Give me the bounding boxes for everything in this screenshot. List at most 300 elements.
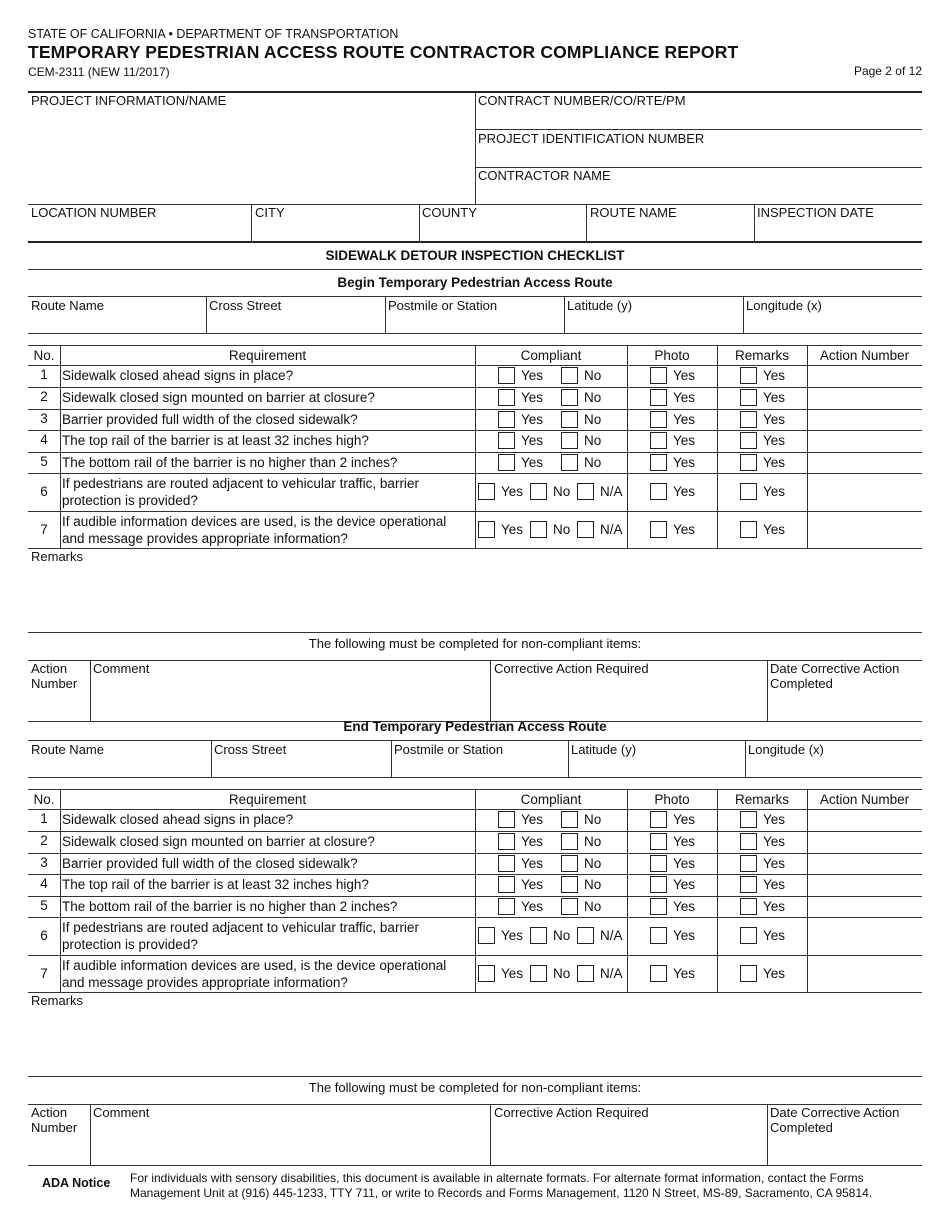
checkbox-label: No xyxy=(584,834,602,849)
column-header-compliant: Compliant xyxy=(520,792,582,807)
checkbox-label: Yes xyxy=(763,433,786,448)
column-header-photo: Photo xyxy=(654,792,690,807)
photo-yes[interactable] xyxy=(650,411,695,428)
requirement-text: Sidewalk closed sign mounted on barrier at closure? xyxy=(62,834,375,849)
checkbox[interactable] xyxy=(650,389,667,406)
column-header-requirement: Requirement xyxy=(228,792,307,807)
divider xyxy=(28,1165,922,1166)
checkbox-label: No xyxy=(553,484,571,499)
requirement-text: If pedestrians are routed adjacent to vehicular traffic, barrier protection is provided? xyxy=(62,920,419,952)
checkbox-label: No xyxy=(584,455,602,470)
divider xyxy=(60,789,61,992)
remarks-yes[interactable] xyxy=(740,411,785,428)
checkbox[interactable] xyxy=(740,876,757,893)
checkbox[interactable] xyxy=(561,432,578,449)
divider xyxy=(807,345,808,548)
form-number: CEM-2311 (NEW 11/2017) xyxy=(28,65,170,79)
photo-yes[interactable] xyxy=(650,965,695,982)
row-number: 2 xyxy=(40,389,48,404)
agency-line: STATE OF CALIFORNIA • DEPARTMENT OF TRANSPORTATION xyxy=(28,27,399,41)
compliant-yes[interactable] xyxy=(498,898,543,915)
divider xyxy=(745,740,746,777)
row-number: 5 xyxy=(40,898,48,913)
compliant-na[interactable] xyxy=(577,483,623,500)
checkbox[interactable] xyxy=(478,483,495,500)
divider xyxy=(391,740,392,777)
photo-yes[interactable] xyxy=(650,898,695,915)
divider xyxy=(586,204,587,241)
checkbox[interactable] xyxy=(498,811,515,828)
checkbox[interactable] xyxy=(740,483,757,500)
action-number-field[interactable]: Action Number xyxy=(31,661,78,691)
checkbox[interactable] xyxy=(740,965,757,982)
column-header-photo: Photo xyxy=(654,348,690,363)
compliant-yes[interactable] xyxy=(478,483,523,500)
checkbox[interactable] xyxy=(530,965,547,982)
compliant-yes[interactable] xyxy=(478,927,523,944)
requirement-text: Sidewalk closed sign mounted on barrier at closure? xyxy=(62,390,375,405)
corrective-action-field[interactable]: Corrective Action Required xyxy=(494,1105,649,1120)
divider xyxy=(28,777,922,778)
compliant-na[interactable] xyxy=(577,965,623,982)
checkbox-label: Yes xyxy=(763,522,786,537)
page-number: Page 2 of 12 xyxy=(853,64,922,78)
checkbox-label: Yes xyxy=(521,856,544,871)
checkbox[interactable] xyxy=(740,898,757,915)
checkbox-label: Yes xyxy=(521,455,544,470)
checkbox[interactable] xyxy=(650,965,667,982)
row-number: 6 xyxy=(40,484,48,499)
checkbox-label: Yes xyxy=(763,966,786,981)
checkbox-label: Yes xyxy=(673,522,696,537)
divider xyxy=(385,296,386,333)
compliant-no[interactable] xyxy=(561,811,601,828)
divider xyxy=(28,632,922,633)
compliant-yes[interactable] xyxy=(498,876,543,893)
checkbox[interactable] xyxy=(478,927,495,944)
divider xyxy=(743,296,744,333)
route-name-field[interactable]: Route Name xyxy=(31,298,104,313)
checkbox-label: Yes xyxy=(521,899,544,914)
checkbox[interactable] xyxy=(561,855,578,872)
checkbox-label: Yes xyxy=(763,455,786,470)
checkbox[interactable] xyxy=(561,367,578,384)
compliant-no[interactable] xyxy=(561,432,601,449)
route-name-field[interactable]: Route Name xyxy=(31,742,104,757)
remarks-yes[interactable] xyxy=(740,454,785,471)
photo-yes[interactable] xyxy=(650,432,695,449)
compliant-yes[interactable] xyxy=(478,965,523,982)
photo-yes[interactable] xyxy=(650,876,695,893)
requirement-text: Barrier provided full width of the closed sidewalk? xyxy=(62,412,358,427)
checkbox-label: Yes xyxy=(673,928,696,943)
remarks-yes[interactable] xyxy=(740,811,785,828)
compliant-yes[interactable] xyxy=(498,855,543,872)
remarks-yes[interactable] xyxy=(740,521,785,538)
longitude-field[interactable]: Longitude (x) xyxy=(746,298,822,313)
comment-field[interactable]: Comment xyxy=(93,661,150,676)
county-field[interactable]: COUNTY xyxy=(422,205,477,220)
checkbox[interactable] xyxy=(478,965,495,982)
checkbox-label: Yes xyxy=(763,834,786,849)
checkbox-label: Yes xyxy=(673,834,696,849)
photo-yes[interactable] xyxy=(650,811,695,828)
checkbox-label: N/A xyxy=(600,928,623,943)
ada-notice-text: For individuals with sensory disabilities, this document is available in alternate formats. For alternate format information, contact the Forms Management Unit at (916) 445-1233, TTY 711, or write to Records and Forms Management, 1120 N Street, MS-89, Sacramento, CA 95814. xyxy=(130,1171,873,1200)
divider xyxy=(251,204,252,241)
checkbox-label: Yes xyxy=(673,433,696,448)
checkbox[interactable] xyxy=(577,965,594,982)
checkbox-label: Yes xyxy=(673,899,696,914)
compliant-yes[interactable] xyxy=(498,389,543,406)
compliant-na[interactable] xyxy=(577,927,623,944)
checkbox[interactable] xyxy=(478,521,495,538)
checkbox[interactable] xyxy=(561,389,578,406)
contract-number-field[interactable]: CONTRACT NUMBER/CO/RTE/PM xyxy=(478,93,686,108)
checkbox-label: Yes xyxy=(501,928,524,943)
checkbox-label: Yes xyxy=(673,390,696,405)
row-number: 4 xyxy=(40,432,48,447)
photo-yes[interactable] xyxy=(650,855,695,872)
row-number: 5 xyxy=(40,454,48,469)
divider xyxy=(90,1104,91,1165)
remarks-yes[interactable] xyxy=(740,898,785,915)
divider xyxy=(717,789,718,992)
checkbox-label: Yes xyxy=(501,484,524,499)
checkbox-label: Yes xyxy=(673,966,696,981)
row-number: 2 xyxy=(40,833,48,848)
checkbox-label: Yes xyxy=(763,412,786,427)
divider xyxy=(206,296,207,333)
divider xyxy=(717,345,718,548)
checkbox[interactable] xyxy=(498,855,515,872)
checkbox[interactable] xyxy=(740,927,757,944)
compliant-no[interactable] xyxy=(561,833,601,850)
remarks-yes[interactable] xyxy=(740,927,785,944)
checkbox[interactable] xyxy=(577,483,594,500)
checklist-title: SIDEWALK DETOUR INSPECTION CHECKLIST xyxy=(325,248,625,263)
compliant-no[interactable] xyxy=(530,927,570,944)
requirement-text: If audible information devices are used, is the device operational and message provides appropriate information? xyxy=(62,958,447,990)
column-header-remarks: Remarks xyxy=(734,792,789,807)
requirement-text: The bottom rail of the barrier is no higher than 2 inches? xyxy=(62,455,398,470)
divider xyxy=(60,345,61,548)
checkbox-label: Yes xyxy=(521,877,544,892)
photo-yes[interactable] xyxy=(650,927,695,944)
checkbox-label: Yes xyxy=(763,877,786,892)
checkbox-label: No xyxy=(553,522,571,537)
checkbox-label: Yes xyxy=(763,368,786,383)
project-info-field[interactable]: PROJECT INFORMATION/NAME xyxy=(31,93,227,108)
column-header-no: No. xyxy=(33,792,55,807)
column-header-compliant: Compliant xyxy=(520,348,582,363)
requirement-text: The bottom rail of the barrier is no higher than 2 inches? xyxy=(62,899,398,914)
divider xyxy=(419,204,420,241)
compliant-no[interactable] xyxy=(561,876,601,893)
photo-yes[interactable] xyxy=(650,833,695,850)
checkbox-label: No xyxy=(584,412,602,427)
checkbox-label: Yes xyxy=(673,877,696,892)
divider xyxy=(564,296,565,333)
compliant-no[interactable] xyxy=(561,389,601,406)
checkbox-label: Yes xyxy=(763,899,786,914)
checkbox-label: Yes xyxy=(763,484,786,499)
remarks-yes[interactable] xyxy=(740,432,785,449)
checkbox[interactable] xyxy=(561,876,578,893)
checkbox[interactable] xyxy=(498,367,515,384)
checkbox[interactable] xyxy=(740,454,757,471)
divider xyxy=(28,296,922,297)
checkbox[interactable] xyxy=(561,833,578,850)
checkbox-label: No xyxy=(584,390,602,405)
checkbox-label: No xyxy=(553,928,571,943)
divider xyxy=(28,740,922,741)
remarks-field[interactable]: Remarks xyxy=(31,993,84,1008)
requirement-text: The top rail of the barrier is at least 32 inches high? xyxy=(62,877,369,892)
checkbox-label: No xyxy=(584,856,602,871)
checkbox-label: Yes xyxy=(521,412,544,427)
ada-notice-title: ADA Notice xyxy=(42,1176,111,1190)
divider xyxy=(28,333,922,334)
checkbox[interactable] xyxy=(498,876,515,893)
compliant-yes[interactable] xyxy=(498,454,543,471)
checkbox[interactable] xyxy=(740,521,757,538)
compliant-yes[interactable] xyxy=(498,367,543,384)
checkbox-label: Yes xyxy=(673,484,696,499)
checkbox[interactable] xyxy=(498,898,515,915)
photo-yes[interactable] xyxy=(650,367,695,384)
postmile-field[interactable]: Postmile or Station xyxy=(394,742,504,757)
photo-yes[interactable] xyxy=(650,521,695,538)
checkbox-label: N/A xyxy=(600,522,623,537)
divider xyxy=(475,129,922,130)
checkbox[interactable] xyxy=(650,521,667,538)
divider xyxy=(807,789,808,992)
requirement-text: If audible information devices are used, is the device operational and message provides appropriate information? xyxy=(62,514,447,546)
divider xyxy=(754,204,755,241)
noncompliant-note: The following must be completed for non-compliant items: xyxy=(308,636,642,651)
checkbox-label: N/A xyxy=(600,484,623,499)
divider xyxy=(28,1076,922,1077)
column-header-action-number: Action Number xyxy=(819,792,910,807)
checkbox[interactable] xyxy=(650,833,667,850)
photo-yes[interactable] xyxy=(650,389,695,406)
checkbox[interactable] xyxy=(577,521,594,538)
longitude-field[interactable]: Longitude (x) xyxy=(748,742,824,757)
requirement-text: If pedestrians are routed adjacent to vehicular traffic, barrier protection is provided? xyxy=(62,476,419,508)
checkbox-label: Yes xyxy=(521,433,544,448)
divider xyxy=(28,992,922,993)
checkbox-label: Yes xyxy=(673,856,696,871)
divider xyxy=(627,345,628,548)
form-page xyxy=(28,0,922,1230)
checkbox[interactable] xyxy=(530,927,547,944)
remarks-yes[interactable] xyxy=(740,389,785,406)
noncompliant-note: The following must be completed for non-compliant items: xyxy=(308,1080,642,1095)
compliant-no[interactable] xyxy=(530,483,570,500)
latitude-field[interactable]: Latitude (y) xyxy=(567,298,633,313)
checkbox[interactable] xyxy=(740,432,757,449)
column-header-requirement: Requirement xyxy=(228,348,307,363)
checkbox-label: Yes xyxy=(763,928,786,943)
row-number: 1 xyxy=(40,811,48,826)
checkbox-label: No xyxy=(584,877,602,892)
divider xyxy=(627,789,628,992)
divider xyxy=(767,1104,768,1165)
divider xyxy=(475,92,476,204)
divider xyxy=(211,740,212,777)
cross-street-field[interactable]: Cross Street xyxy=(209,298,282,313)
checkbox[interactable] xyxy=(740,367,757,384)
section-title: End Temporary Pedestrian Access Route xyxy=(343,719,607,734)
checkbox[interactable] xyxy=(650,411,667,428)
compliant-no[interactable] xyxy=(561,411,601,428)
postmile-field[interactable]: Postmile or Station xyxy=(388,298,498,313)
checkbox[interactable] xyxy=(650,367,667,384)
route-name-field[interactable]: ROUTE NAME xyxy=(590,205,677,220)
checkbox[interactable] xyxy=(498,411,515,428)
divider xyxy=(475,789,476,992)
checkbox[interactable] xyxy=(530,483,547,500)
row-number: 3 xyxy=(40,411,48,426)
checkbox[interactable] xyxy=(740,411,757,428)
checkbox-label: N/A xyxy=(600,966,623,981)
requirement-text: Sidewalk closed ahead signs in place? xyxy=(62,368,294,383)
divider xyxy=(28,269,922,270)
compliant-no[interactable] xyxy=(561,367,601,384)
remarks-yes[interactable] xyxy=(740,855,785,872)
divider xyxy=(28,241,922,243)
checkbox-label: No xyxy=(584,368,602,383)
checkbox-label: Yes xyxy=(521,390,544,405)
compliant-no[interactable] xyxy=(530,521,570,538)
action-number-field[interactable]: Action Number xyxy=(31,1105,78,1135)
section-title: Begin Temporary Pedestrian Access Route xyxy=(337,275,613,290)
contractor-name-field[interactable]: CONTRACTOR NAME xyxy=(478,168,611,183)
checkbox[interactable] xyxy=(650,898,667,915)
checkbox[interactable] xyxy=(561,454,578,471)
checkbox-label: Yes xyxy=(763,390,786,405)
checkbox[interactable] xyxy=(740,833,757,850)
date-corrective-field[interactable]: Date Corrective Action Completed xyxy=(770,661,900,691)
compliant-yes[interactable] xyxy=(478,521,523,538)
compliant-no[interactable] xyxy=(561,898,601,915)
checkbox[interactable] xyxy=(650,855,667,872)
checkbox-label: Yes xyxy=(521,368,544,383)
divider xyxy=(475,345,476,548)
remarks-yes[interactable] xyxy=(740,876,785,893)
remarks-field[interactable]: Remarks xyxy=(31,549,84,564)
form-title: TEMPORARY PEDESTRIAN ACCESS ROUTE CONTRACTOR COMPLIANCE REPORT xyxy=(28,42,739,62)
divider xyxy=(490,1104,491,1165)
checkbox-label: Yes xyxy=(673,368,696,383)
latitude-field[interactable]: Latitude (y) xyxy=(571,742,637,757)
compliant-na[interactable] xyxy=(577,521,623,538)
compliant-yes[interactable] xyxy=(498,811,543,828)
row-number: 7 xyxy=(40,522,48,537)
checkbox-label: No xyxy=(584,899,602,914)
column-header-remarks: Remarks xyxy=(734,348,789,363)
checkbox[interactable] xyxy=(650,454,667,471)
remarks-yes[interactable] xyxy=(740,483,785,500)
compliant-no[interactable] xyxy=(561,454,601,471)
remarks-yes[interactable] xyxy=(740,833,785,850)
checkbox-label: No xyxy=(584,433,602,448)
row-number: 3 xyxy=(40,855,48,870)
checkbox[interactable] xyxy=(498,833,515,850)
inspection-date-field[interactable]: INSPECTION DATE xyxy=(757,205,874,220)
checkbox[interactable] xyxy=(577,927,594,944)
requirement-text: The top rail of the barrier is at least 32 inches high? xyxy=(62,433,369,448)
checkbox[interactable] xyxy=(650,876,667,893)
corrective-action-field[interactable]: Corrective Action Required xyxy=(494,661,649,676)
location-number-field[interactable]: LOCATION NUMBER xyxy=(31,205,157,220)
checkbox[interactable] xyxy=(498,432,515,449)
checkbox-label: Yes xyxy=(763,812,786,827)
requirement-text: Barrier provided full width of the closed sidewalk? xyxy=(62,856,358,871)
checkbox[interactable] xyxy=(561,898,578,915)
checkbox[interactable] xyxy=(498,454,515,471)
checkbox-label: Yes xyxy=(501,966,524,981)
checkbox[interactable] xyxy=(561,811,578,828)
checkbox-label: No xyxy=(584,812,602,827)
row-number: 1 xyxy=(40,367,48,382)
checkbox[interactable] xyxy=(740,811,757,828)
checkbox[interactable] xyxy=(740,389,757,406)
remarks-yes[interactable] xyxy=(740,965,785,982)
checkbox[interactable] xyxy=(650,432,667,449)
project-id-field[interactable]: PROJECT IDENTIFICATION NUMBER xyxy=(478,131,705,146)
divider xyxy=(490,660,491,721)
checkbox-label: Yes xyxy=(521,812,544,827)
checkbox-label: Yes xyxy=(673,412,696,427)
divider xyxy=(568,740,569,777)
checkbox-label: Yes xyxy=(501,522,524,537)
compliant-no[interactable] xyxy=(561,855,601,872)
date-corrective-field[interactable]: Date Corrective Action Completed xyxy=(770,1105,900,1135)
column-header-action-number: Action Number xyxy=(819,348,910,363)
checkbox-label: Yes xyxy=(763,856,786,871)
compliant-yes[interactable] xyxy=(498,833,543,850)
city-field[interactable]: CITY xyxy=(255,205,285,220)
checkbox[interactable] xyxy=(650,927,667,944)
comment-field[interactable]: Comment xyxy=(93,1105,150,1120)
checkbox[interactable] xyxy=(498,389,515,406)
compliant-yes[interactable] xyxy=(498,411,543,428)
cross-street-field[interactable]: Cross Street xyxy=(214,742,287,757)
checkbox[interactable] xyxy=(650,811,667,828)
divider xyxy=(767,660,768,721)
row-number: 6 xyxy=(40,928,48,943)
remarks-yes[interactable] xyxy=(740,367,785,384)
divider xyxy=(90,660,91,721)
row-number: 4 xyxy=(40,876,48,891)
checkbox-label: Yes xyxy=(521,834,544,849)
compliant-no[interactable] xyxy=(530,965,570,982)
checkbox-label: No xyxy=(553,966,571,981)
checkbox-label: Yes xyxy=(673,455,696,470)
checkbox[interactable] xyxy=(561,411,578,428)
checkbox[interactable] xyxy=(530,521,547,538)
compliant-yes[interactable] xyxy=(498,432,543,449)
checkbox-label: Yes xyxy=(673,812,696,827)
checkbox[interactable] xyxy=(650,483,667,500)
photo-yes[interactable] xyxy=(650,483,695,500)
photo-yes[interactable] xyxy=(650,454,695,471)
divider xyxy=(28,548,922,549)
checkbox[interactable] xyxy=(740,855,757,872)
requirement-text: Sidewalk closed ahead signs in place? xyxy=(62,812,294,827)
